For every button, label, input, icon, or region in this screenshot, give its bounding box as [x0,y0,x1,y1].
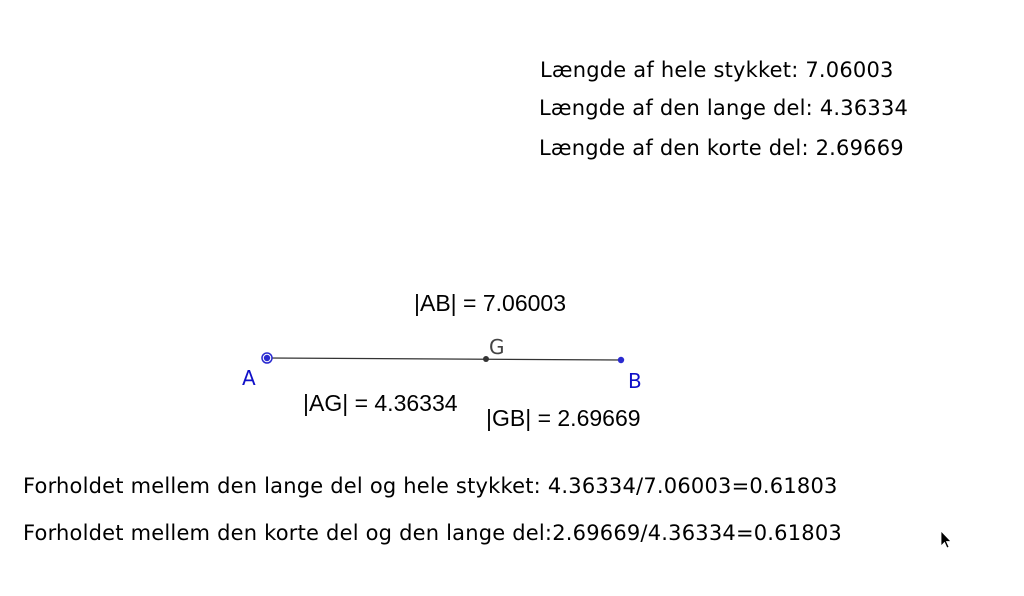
ratio-short-to-long: Forholdet mellem den korte del og den lange del:2.69669/4.36334=0.61803 [23,521,842,545]
point-b[interactable] [618,357,624,363]
point-a[interactable] [264,355,270,361]
info-whole-length: Længde af hele stykket: 7.06003 [540,58,894,82]
ratio-long-to-whole: Forholdet mellem den lange del og hele stykket: 4.36334/7.06003=0.61803 [23,474,838,498]
point-g-label: G [489,335,505,359]
mouse-pointer-icon [941,531,951,548]
info-long-part-length: Længde af den lange del: 4.36334 [539,96,909,120]
measure-ab: |AB| = 7.06003 [414,290,566,316]
measure-gb: |GB| = 2.69669 [486,405,641,431]
measure-ag: |AG| = 4.36334 [303,390,458,416]
point-a-label: A [242,366,256,390]
point-b-label: B [628,369,642,393]
segment-ab [267,358,621,360]
info-short-part-length: Længde af den korte del: 2.69669 [539,136,904,160]
